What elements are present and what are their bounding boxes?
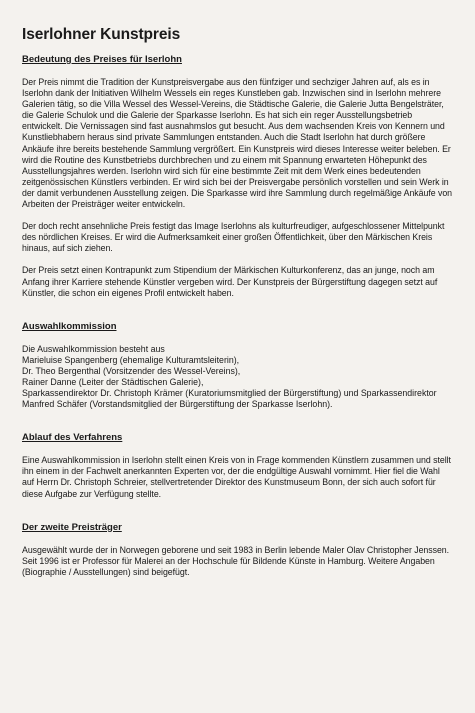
page-title: Iserlohner Kunstpreis xyxy=(22,26,181,43)
list-line: Sparkassendirektor Dr. Christoph Krämer (Kuratoriumsmitglied der Bürgerstiftung) und Sparkassendirektor Manfred Schäfer (Vorstandsmitglied der Bürgerstiftung der Sparkasse Iserlohn). xyxy=(22,388,437,410)
section-heading: Auswahlkommission xyxy=(22,320,117,332)
section-zweiter-preistraeger xyxy=(22,522,453,578)
section-heading: Der zweite Preisträger xyxy=(22,521,122,533)
section-ablauf xyxy=(22,432,453,499)
paragraph: Der Preis nimmt die Tradition der Kunstpreisvergabe aus den fünfziger und sechziger Jahren auf, als es in Iserlohn dank der Initiativen Wilhelm Wessels ein reges Kunstleben gab. Inzwischen sind in Iserlohn mehrere Galerien tätig, so die Villa Wessel des Wessel-Vereins, die Städtische Galerie, die Galerie Jutta Bengelsträter, die Galerie Schulok und die Galerie der Sparkasse Iserlohn. Es hat sich ein reger Ausstellungsbetrieb entwickelt. Die Vernissagen sind fast ausnahmslos gut besucht. Aus dem wachsenden Kreis von Kennern und Kunstliebhabern heraus sind private Sammlungen entstanden. Auch die Stadt Iserlohn hat durch größere Ankäufe ihre bereits bestehende Sammlung vergrößert. Ein Kunstpreis wird dieses Interesse weiter beleben. Er wird die Routine des Kunstbetriebs durchbrechen und zu einem mit Spannung erwarteten Höhepunkt des Ausstellungsjahres werden. Iserlohn wird sich für eine bestimmte Zeit mit dem Werk eines bedeutenden zeitgenössischen Künstlers verbinden. Er wird sich bei der Preisvergabe persönlich vorstellen und sein Werk in der damit verbundenen Ausstellung zeigen. Die Sparkasse wird ihre Sammlung durch regelmäßige Ankäufe von Arbeiten der Preisträger weiter entwickeln. xyxy=(22,77,453,210)
paragraph: Der doch recht ansehnliche Preis festigt das Image Iserlohns als kulturfreudiger, aufgeschlossener Mittelpunkt des nördlichen Kreises. Er wird die Aufmerksamkeit einer großen Öffentlichkeit, über den Märkischen Kreis hinaus, auf sich ziehen. xyxy=(22,221,445,254)
section-auswahlkommission xyxy=(22,321,453,411)
list-line: Dr. Theo Bergenthal (Vorsitzender des Wessel-Vereins), xyxy=(22,365,241,376)
list-line: Die Auswahlkommission besteht aus xyxy=(22,343,165,354)
paragraph: Der Preis setzt einen Kontrapunkt zum Stipendium der Märkischen Kulturkonferenz, das an junge, noch am Anfang ihrer Karriere stehende Künstler vergeben wird. Der Kunstpreis der Bürgerstiftung dagegen setzt auf Künstler, die schon ein eigenes Profil entwickelt haben. xyxy=(22,265,438,298)
paragraph: Ausgewählt wurde der in Norwegen geborene und seit 1983 in Berlin lebende Maler Olav Christopher Jenssen. Seit 1996 ist er Professor für Malerei an der Hochschule für Bildende Künste in Hamburg. Weitere Angaben (Biographie / Ausstellungen) sind beigefügt. xyxy=(22,544,450,577)
list-line: Rainer Danne (Leiter der Städtischen Galerie), xyxy=(22,376,204,387)
member-list xyxy=(22,344,453,411)
section-bedeutung xyxy=(22,54,453,299)
list-line: Marieluise Spangenberg (ehemalige Kulturamtsleiterin), xyxy=(22,354,240,365)
section-heading: Bedeutung des Preises für Iserlohn xyxy=(22,54,182,65)
paragraph: Eine Auswahlkommission in Iserlohn stellt einen Kreis von in Frage kommenden Künstlern zusammen und stellt ihn einem in der Fachwelt anerkannten Experten vor, der die endgültige Auswahl vornimmt. Hier fiel die Wahl auf Herrn Dr. Christoph Schreier, stellvertretender Direktor des Kunstmuseum Bonn, der sich auch sofort für diese Aufgabe zur Verfügung stellte. xyxy=(22,455,451,499)
section-heading: Ablauf des Verfahrens xyxy=(22,432,123,444)
